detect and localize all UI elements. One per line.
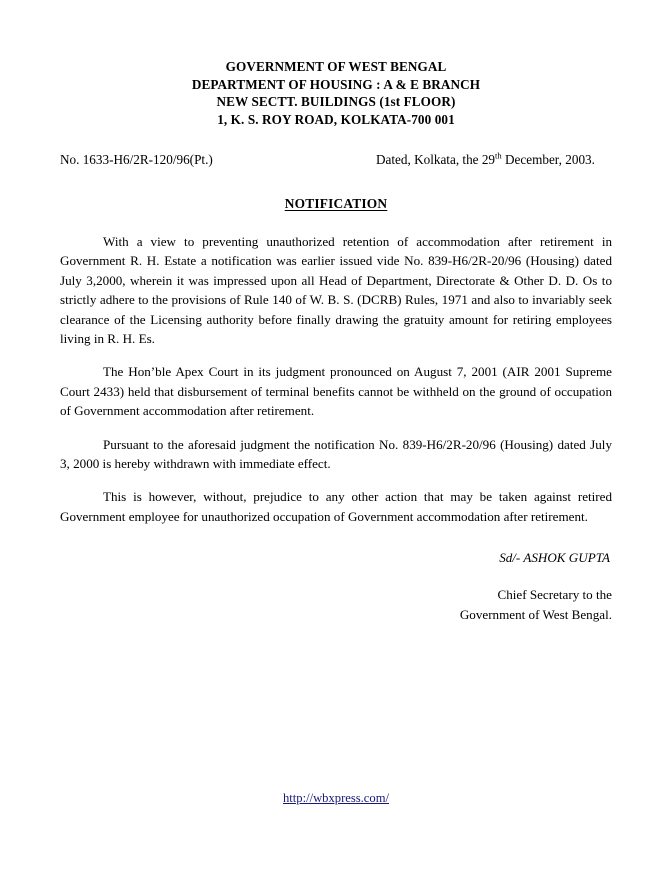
date-prefix: Dated, Kolkata, the 29 [376, 152, 496, 167]
paragraph: The Hon’ble Apex Court in its judgment pronounced on August 7, 2001 (AIR 2001 Supreme Court 2433) held that disbursement of terminal benefits cannot be withheld on the ground of occupation of Government accommodation after retirement. [60, 364, 612, 419]
letterhead-line-1: GOVERNMENT OF WEST BENGAL [225, 59, 447, 74]
source-link[interactable]: http://wbxpress.com/ [283, 791, 389, 805]
page-title-text: NOTIFICATION [284, 196, 388, 211]
signatory-designation [60, 585, 612, 624]
reference-number: No. 1633-H6/2R-120/96(Pt.) [60, 152, 213, 167]
paragraph: This is however, without, prejudice to any other action that may be taken against retired Government employee for unauthorized occupation of Government accommodation after retirement. [60, 489, 612, 524]
letterhead-line-4: 1, K. S. ROY ROAD, KOLKATA-700 001 [217, 111, 455, 127]
page-title [60, 196, 612, 212]
footer [0, 789, 672, 807]
paragraph: With a view to preventing unauthorized retention of accommodation after retirement in Government R. H. Estate a notification was earlier issued vide No. 839-H6/2R-20/96 (Housing) dated July 3,2000, wherein it was impressed upon all Head of Department, Directorate & Other D. D. Os to strictly adhere to the provisions of Rule 140 of W. B. S. (DCRB) Rules, 1971 and also to invariably seek clearance of the Licensing authority before finally drawing the gratuity amount for retiring employees living in R. H. Es. [60, 234, 612, 347]
letterhead [60, 58, 612, 128]
paragraph: Pursuant to the aforesaid judgment the notification No. 839-H6/2R-20/96 (Housing) dated July 3, 2000 is hereby withdrawn with immediate effect. [60, 436, 612, 472]
reference-date-row [60, 150, 612, 170]
document-date [376, 150, 595, 170]
signature-block [60, 548, 612, 624]
signatory-name: Sd/- ASHOK GUPTA [499, 550, 610, 566]
letterhead-line-2: DEPARTMENT OF HOUSING : A & E BRANCH [191, 76, 481, 92]
designation-line-2: Government of West Bengal. [459, 606, 612, 622]
date-ordinal-suffix: th [495, 150, 502, 161]
letterhead-line-3: NEW SECTT. BUILDINGS (1st FLOOR) [216, 94, 456, 109]
document-content [60, 0, 612, 624]
designation-line-1: Chief Secretary to the [497, 587, 612, 603]
date-suffix: December, 2003. [501, 152, 595, 167]
body-text [60, 232, 612, 526]
